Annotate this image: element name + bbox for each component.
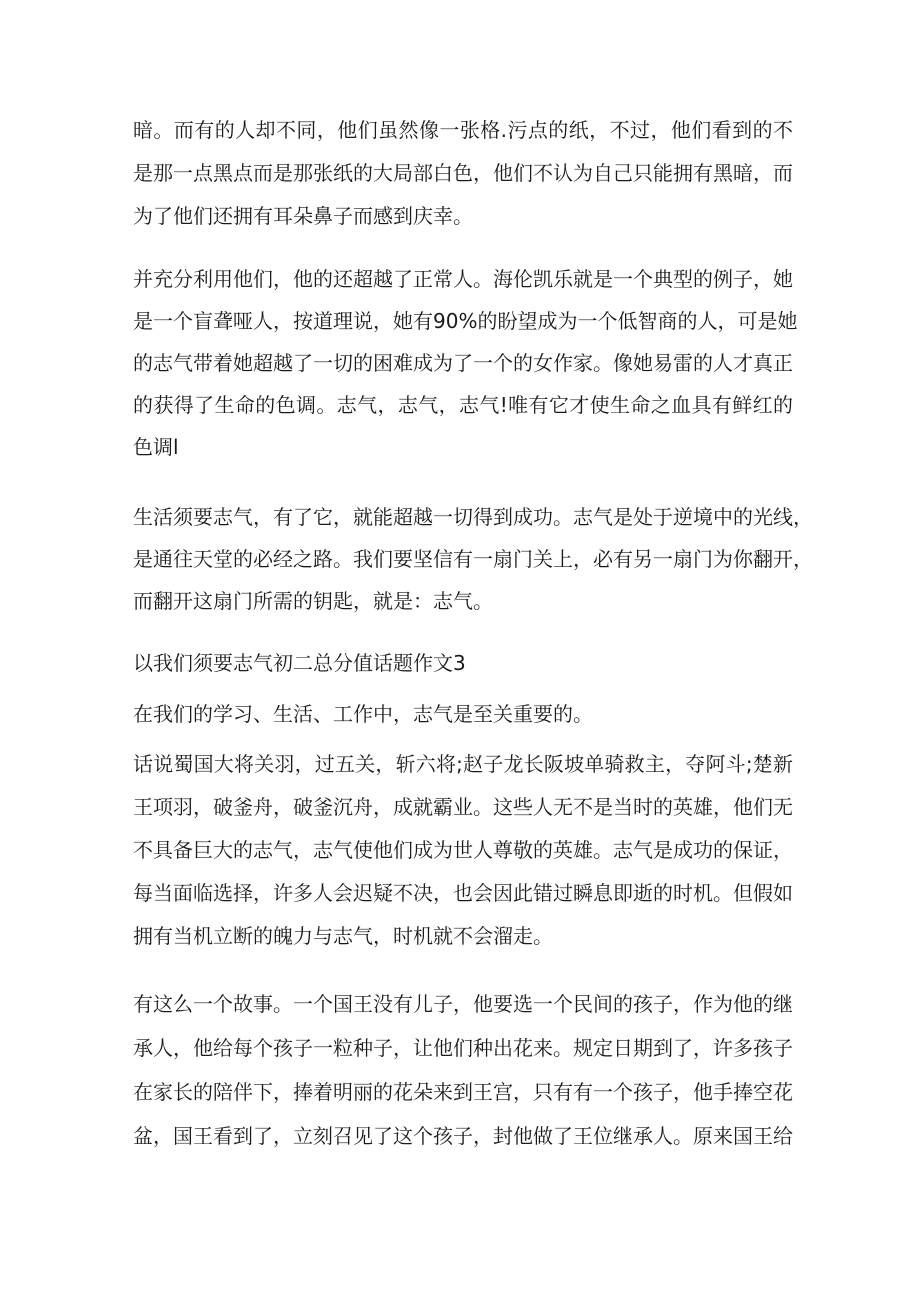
paragraph-3	[133, 503, 813, 629]
paragraph-6	[133, 990, 793, 1166]
paragraph-5	[133, 750, 793, 965]
paragraph-line: 是那一点黑点而是那张纸的大局部白色，他们不认为自己只能拥有黑暗，而	[133, 161, 793, 185]
paragraph-line: 在家长的陪伴下，捧着明丽的花朵来到王宫，只有有一个孩子，他手捧空花	[133, 1080, 793, 1104]
paragraph-line: 是通往天堂的必经之路。我们要坚信有一扇门关上，必有另一扇门为你翻开，	[133, 547, 813, 571]
paragraph-line: 在我们的学习、生活、工作中，志气是至关重要的。	[133, 702, 593, 726]
paragraph-line: 而翻开这扇门所需的钥匙，就是：志气。	[133, 589, 493, 613]
paragraph-line: 盆，国王看到了，立刻召见了这个孩子，封他做了王位继承人。原来国王给	[133, 1124, 793, 1148]
heading-line: 以我们须要志气初二总分值话题作文3	[133, 651, 466, 675]
paragraph-line: 是一个盲聋哑人，按道理说，她有90%的盼望成为一个低智商的人，可是她	[133, 309, 798, 333]
paragraph-line: 并充分利用他们，他的还超越了正常人。海伦凯乐就是一个典型的例子，她	[133, 267, 793, 291]
section-heading	[133, 649, 793, 691]
paragraph-line: 为了他们还拥有耳朵鼻子而感到庆幸。	[133, 204, 473, 228]
paragraph-2	[133, 265, 798, 475]
paragraph-line: 每当面临选择，许多人会迟疑不决，也会因此错过瞬息即逝的时机。但假如	[133, 881, 793, 905]
paragraph-line: 暗。而有的人却不同，他们虽然像一张格.污点的纸，不过，他们看到的不	[133, 118, 793, 142]
paragraph-line: 不具备巨大的志气，志气使他们成为世人尊敬的英雄。志气是成功的保证，	[133, 838, 793, 862]
paragraph-line: 色调l	[133, 435, 179, 459]
paragraph-line: 拥有当机立断的魄力与志气，时机就不会溜走。	[133, 924, 553, 948]
paragraph-1	[133, 116, 793, 245]
paragraph-4	[133, 700, 793, 742]
paragraph-line: 承人，他给每个孩子一粒种子，让他们种出花来。规定日期到了，许多孩子	[133, 1036, 793, 1060]
paragraph-line: 的获得了生命的色调。志气，志气，志气!唯有它才使生命之血具有鲜红的	[133, 393, 793, 417]
paragraph-line: 话说蜀国大将关羽，过五关，斩六将;赵子龙长阪坡单骑救主，夺阿斗;楚新	[133, 752, 793, 776]
paragraph-line: 生活须要志气，有了它，就能超越一切得到成功。志气是处于逆境中的光线，	[133, 505, 813, 529]
paragraph-line: 的志气带着她超越了一切的困难成为了一个的女作家。像她易雷的人才真正	[133, 351, 793, 375]
paragraph-line: 有这么一个故事。一个国王没有儿子，他要选一个民间的孩子，作为他的继	[133, 992, 793, 1016]
paragraph-line: 王项羽，破釜舟，破釜沉舟，成就霸业。这些人无不是当时的英雄，他们无	[133, 795, 793, 819]
